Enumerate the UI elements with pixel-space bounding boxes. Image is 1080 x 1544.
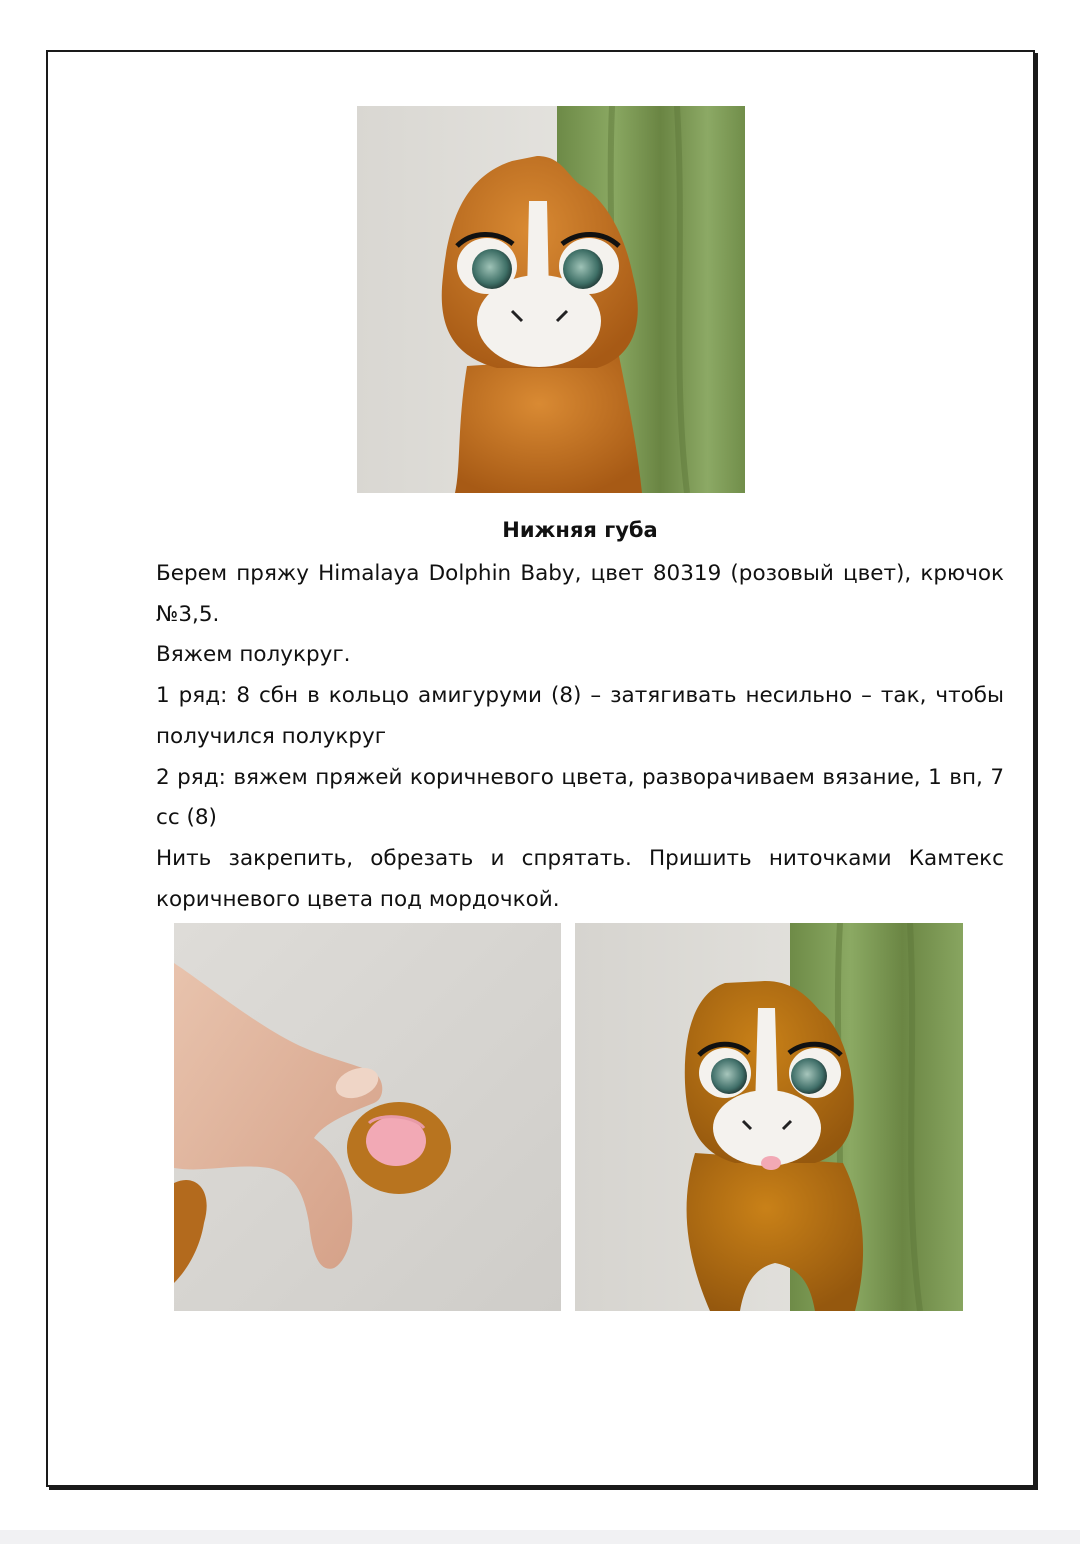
paragraph-row-1: 1 ряд: 8 сбн в кольцо амигуруми (8) – затягивать несильно – так, чтобы получился полукруг (156, 683, 1004, 749)
paragraph-finish: Нить закрепить, обрезать и спрятать. Пришить ниточками Камтекс коричневого цвета под мордочкой. (156, 845, 1004, 912)
paragraph-semicircle: Вяжем полукруг. (156, 642, 351, 668)
photo-horse-head-front (357, 106, 745, 493)
photo-horse-with-lip (575, 923, 963, 1311)
instructions-text (156, 554, 1004, 920)
paragraph-row-2: 2 ряд: вяжем пряжей коричневого цвета, разворачиваем вязание, 1 вп, 7 сс (8) (156, 764, 1004, 831)
photo-lower-lip-in-hand (174, 923, 561, 1311)
section-heading: Нижняя губа (502, 518, 658, 542)
paragraph-yarn: Берем пряжу Himalaya Dolphin Baby, цвет 80319 (розовый цвет), крючок №3,5. (156, 561, 1004, 627)
